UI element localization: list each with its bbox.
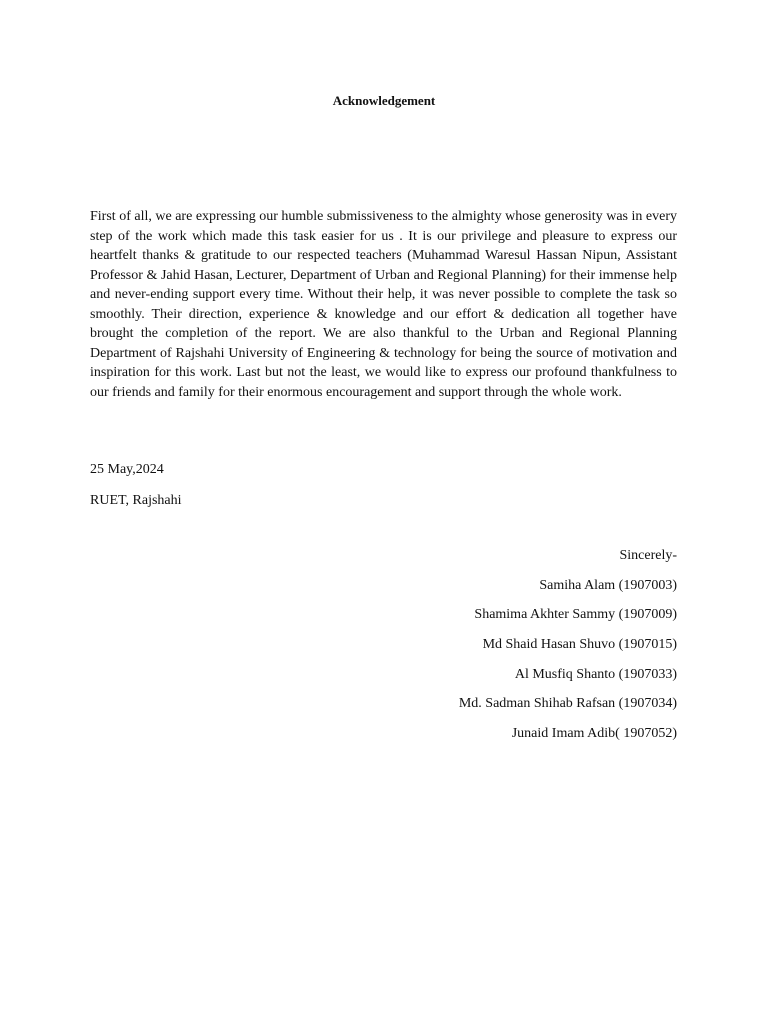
acknowledgement-paragraph: First of all, we are expressing our humble submissiveness to the almighty whose generosity was in every step of the work which made this task easier for us . It is our privilege and pleasure to express our heartfelt thanks & gratitude to our respected teachers (Muhammad Waresul Hassan Nipun, Assistant Professor & Jahid Hasan, Lecturer, Department of Urban and Regional Planning) for their immense help and never-ending support every time. Without their help, it was never possible to complete the task so smoothly. Their direction, experience & knowledge and our effort & dedication all together have brought the completion of the report. We are also thankful to the Urban and Regional Planning Department of Rajshahi University of Engineering & technology for being the source of motivation and inspiration for this work. Last but not the least, we would like to express our profound thankfulness to our friends and family for their enormous encouragement and support through the whole work. [90, 209, 677, 400]
page-title: Acknowledgement [332, 93, 436, 108]
signatory-name: Al Musfiq Shanto (1907033) [514, 666, 677, 682]
signatory-name: Md. Sadman Shihab Rafsan (1907034) [458, 696, 677, 712]
signatory-name: Md Shaid Hasan Shuvo (1907015) [482, 637, 677, 653]
date-line: 25 May,2024 [90, 462, 164, 477]
closing-line: Sincerely- [619, 548, 677, 563]
signatory-name: Samiha Alam (1907003) [539, 577, 677, 593]
place-line: RUET, Rajshahi [90, 493, 182, 508]
signatory-name: Shamima Akhter Sammy (1907009) [474, 607, 677, 623]
signature-block [277, 546, 677, 754]
signatory-name: Junaid Imam Adib( 1907052) [511, 726, 677, 742]
